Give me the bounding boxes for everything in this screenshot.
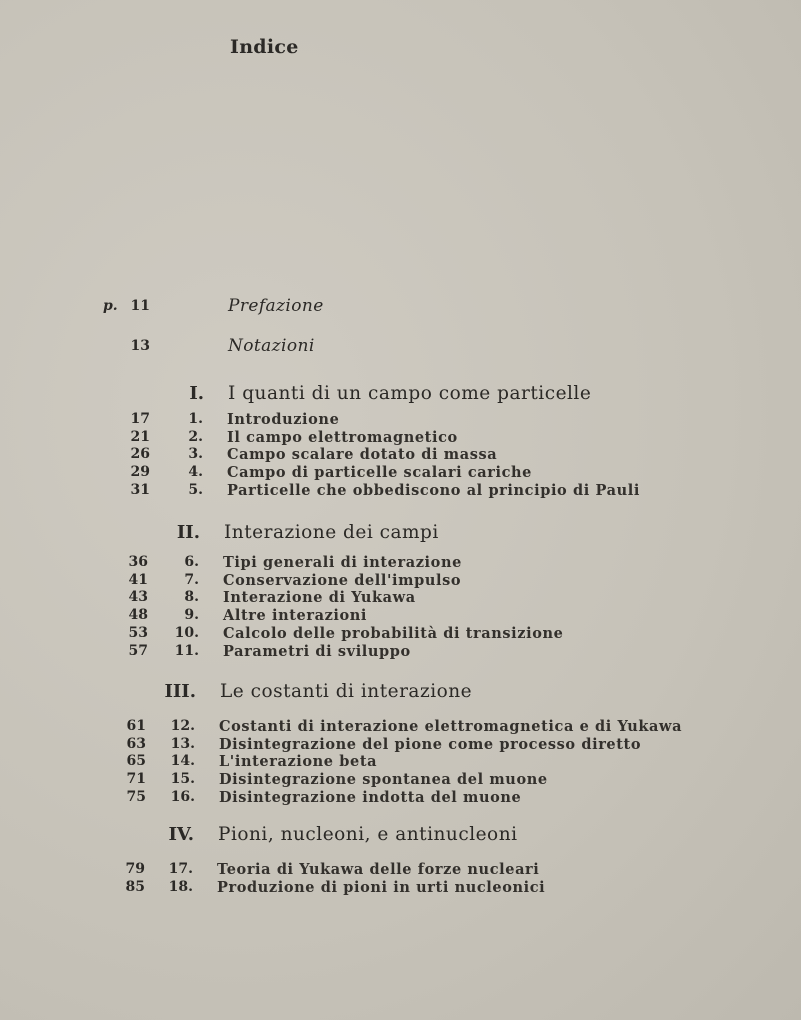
section-title: L'interazione beta xyxy=(219,753,378,771)
page-number: 65 xyxy=(126,753,146,770)
section-title: Disintegrazione indotta del muone xyxy=(219,788,522,806)
section-number: 16. xyxy=(170,788,195,805)
section-number: 15. xyxy=(170,771,195,788)
page-number: 26 xyxy=(130,446,150,463)
page-number: 57 xyxy=(128,642,148,659)
section-number: 18. xyxy=(168,878,193,895)
section-number: 12. xyxy=(170,718,195,734)
page-number: 63 xyxy=(126,735,146,752)
chapter-title: I quanti di un campo come particelle xyxy=(228,383,592,404)
section-title: Tipi generali di interazione xyxy=(223,554,462,571)
section-number: 4. xyxy=(188,464,203,481)
section-number: 2. xyxy=(188,428,203,445)
chapter-title: Interazione dei campi xyxy=(224,522,439,543)
page-number: 85 xyxy=(125,878,145,895)
section-title: Disintegrazione del pione come processo diretto xyxy=(219,735,642,753)
page-number: 21 xyxy=(130,428,150,445)
section-title: Altre interazioni xyxy=(223,607,368,625)
page-number: 53 xyxy=(128,624,148,641)
section-number: 5. xyxy=(188,481,203,498)
page-number: 61 xyxy=(126,718,146,734)
section-number: 10. xyxy=(174,624,199,641)
section-title: Introduzione xyxy=(227,411,340,428)
section-title: Disintegrazione spontanea del muone xyxy=(219,771,548,789)
section-number: 14. xyxy=(170,753,195,770)
chapter-title: Le costanti di interazione xyxy=(220,681,473,702)
chapter-numeral: IV. xyxy=(168,824,194,845)
section-title: Il campo elettromagnetico xyxy=(227,428,458,446)
chapter-title: Pioni, nucleoni, e antinucleoni xyxy=(218,824,518,845)
section-title: Parametri di sviluppo xyxy=(223,642,411,660)
page-number: 71 xyxy=(126,771,146,788)
page-prefix: p. xyxy=(103,298,118,314)
page-number: 48 xyxy=(128,607,148,624)
page-number: 13 xyxy=(130,338,150,354)
section-title: Costanti di interazione elettromagnetica e di Yukawa xyxy=(219,718,683,735)
section-number: 3. xyxy=(188,446,203,463)
section-title: Campo scalare dotato di massa xyxy=(227,446,498,464)
section-title: Teoria di Yukawa delle forze nucleari xyxy=(217,861,540,878)
page-number: 31 xyxy=(130,481,150,498)
section-title: Calcolo delle probabilità di transizione xyxy=(223,624,564,642)
page-number: 17 xyxy=(130,411,150,427)
section-number: 13. xyxy=(170,735,195,752)
page-number: 79 xyxy=(125,861,145,877)
page-number: 75 xyxy=(126,788,146,805)
front-matter-title: Prefazione xyxy=(228,296,324,316)
section-number: 9. xyxy=(184,607,199,624)
page-number: 41 xyxy=(128,571,148,588)
section-title: Interazione di Yukawa xyxy=(223,589,416,607)
page-number: 43 xyxy=(128,589,148,606)
section-number: 8. xyxy=(184,589,199,606)
section-number: 17. xyxy=(168,861,193,877)
page-number: 11 xyxy=(130,298,150,314)
section-title: Produzione di pioni in urti nucleonici xyxy=(217,878,546,896)
section-number: 11. xyxy=(174,642,199,659)
chapter-numeral: III. xyxy=(164,681,196,702)
page-number: 36 xyxy=(128,554,148,570)
front-matter-title: Notazioni xyxy=(228,336,315,356)
chapter-numeral: I. xyxy=(189,383,204,404)
chapter-numeral: II. xyxy=(176,522,200,543)
page-number: 29 xyxy=(130,464,150,481)
section-number: 7. xyxy=(184,571,199,588)
section-title: Particelle che obbediscono al principio di Pauli xyxy=(227,481,640,499)
section-number: 1. xyxy=(188,411,203,427)
section-title: Campo di particelle scalari cariche xyxy=(227,464,533,482)
section-title: Conservazione dell'impulso xyxy=(223,571,462,589)
page-title: Indice xyxy=(230,36,299,58)
section-number: 6. xyxy=(184,554,199,570)
